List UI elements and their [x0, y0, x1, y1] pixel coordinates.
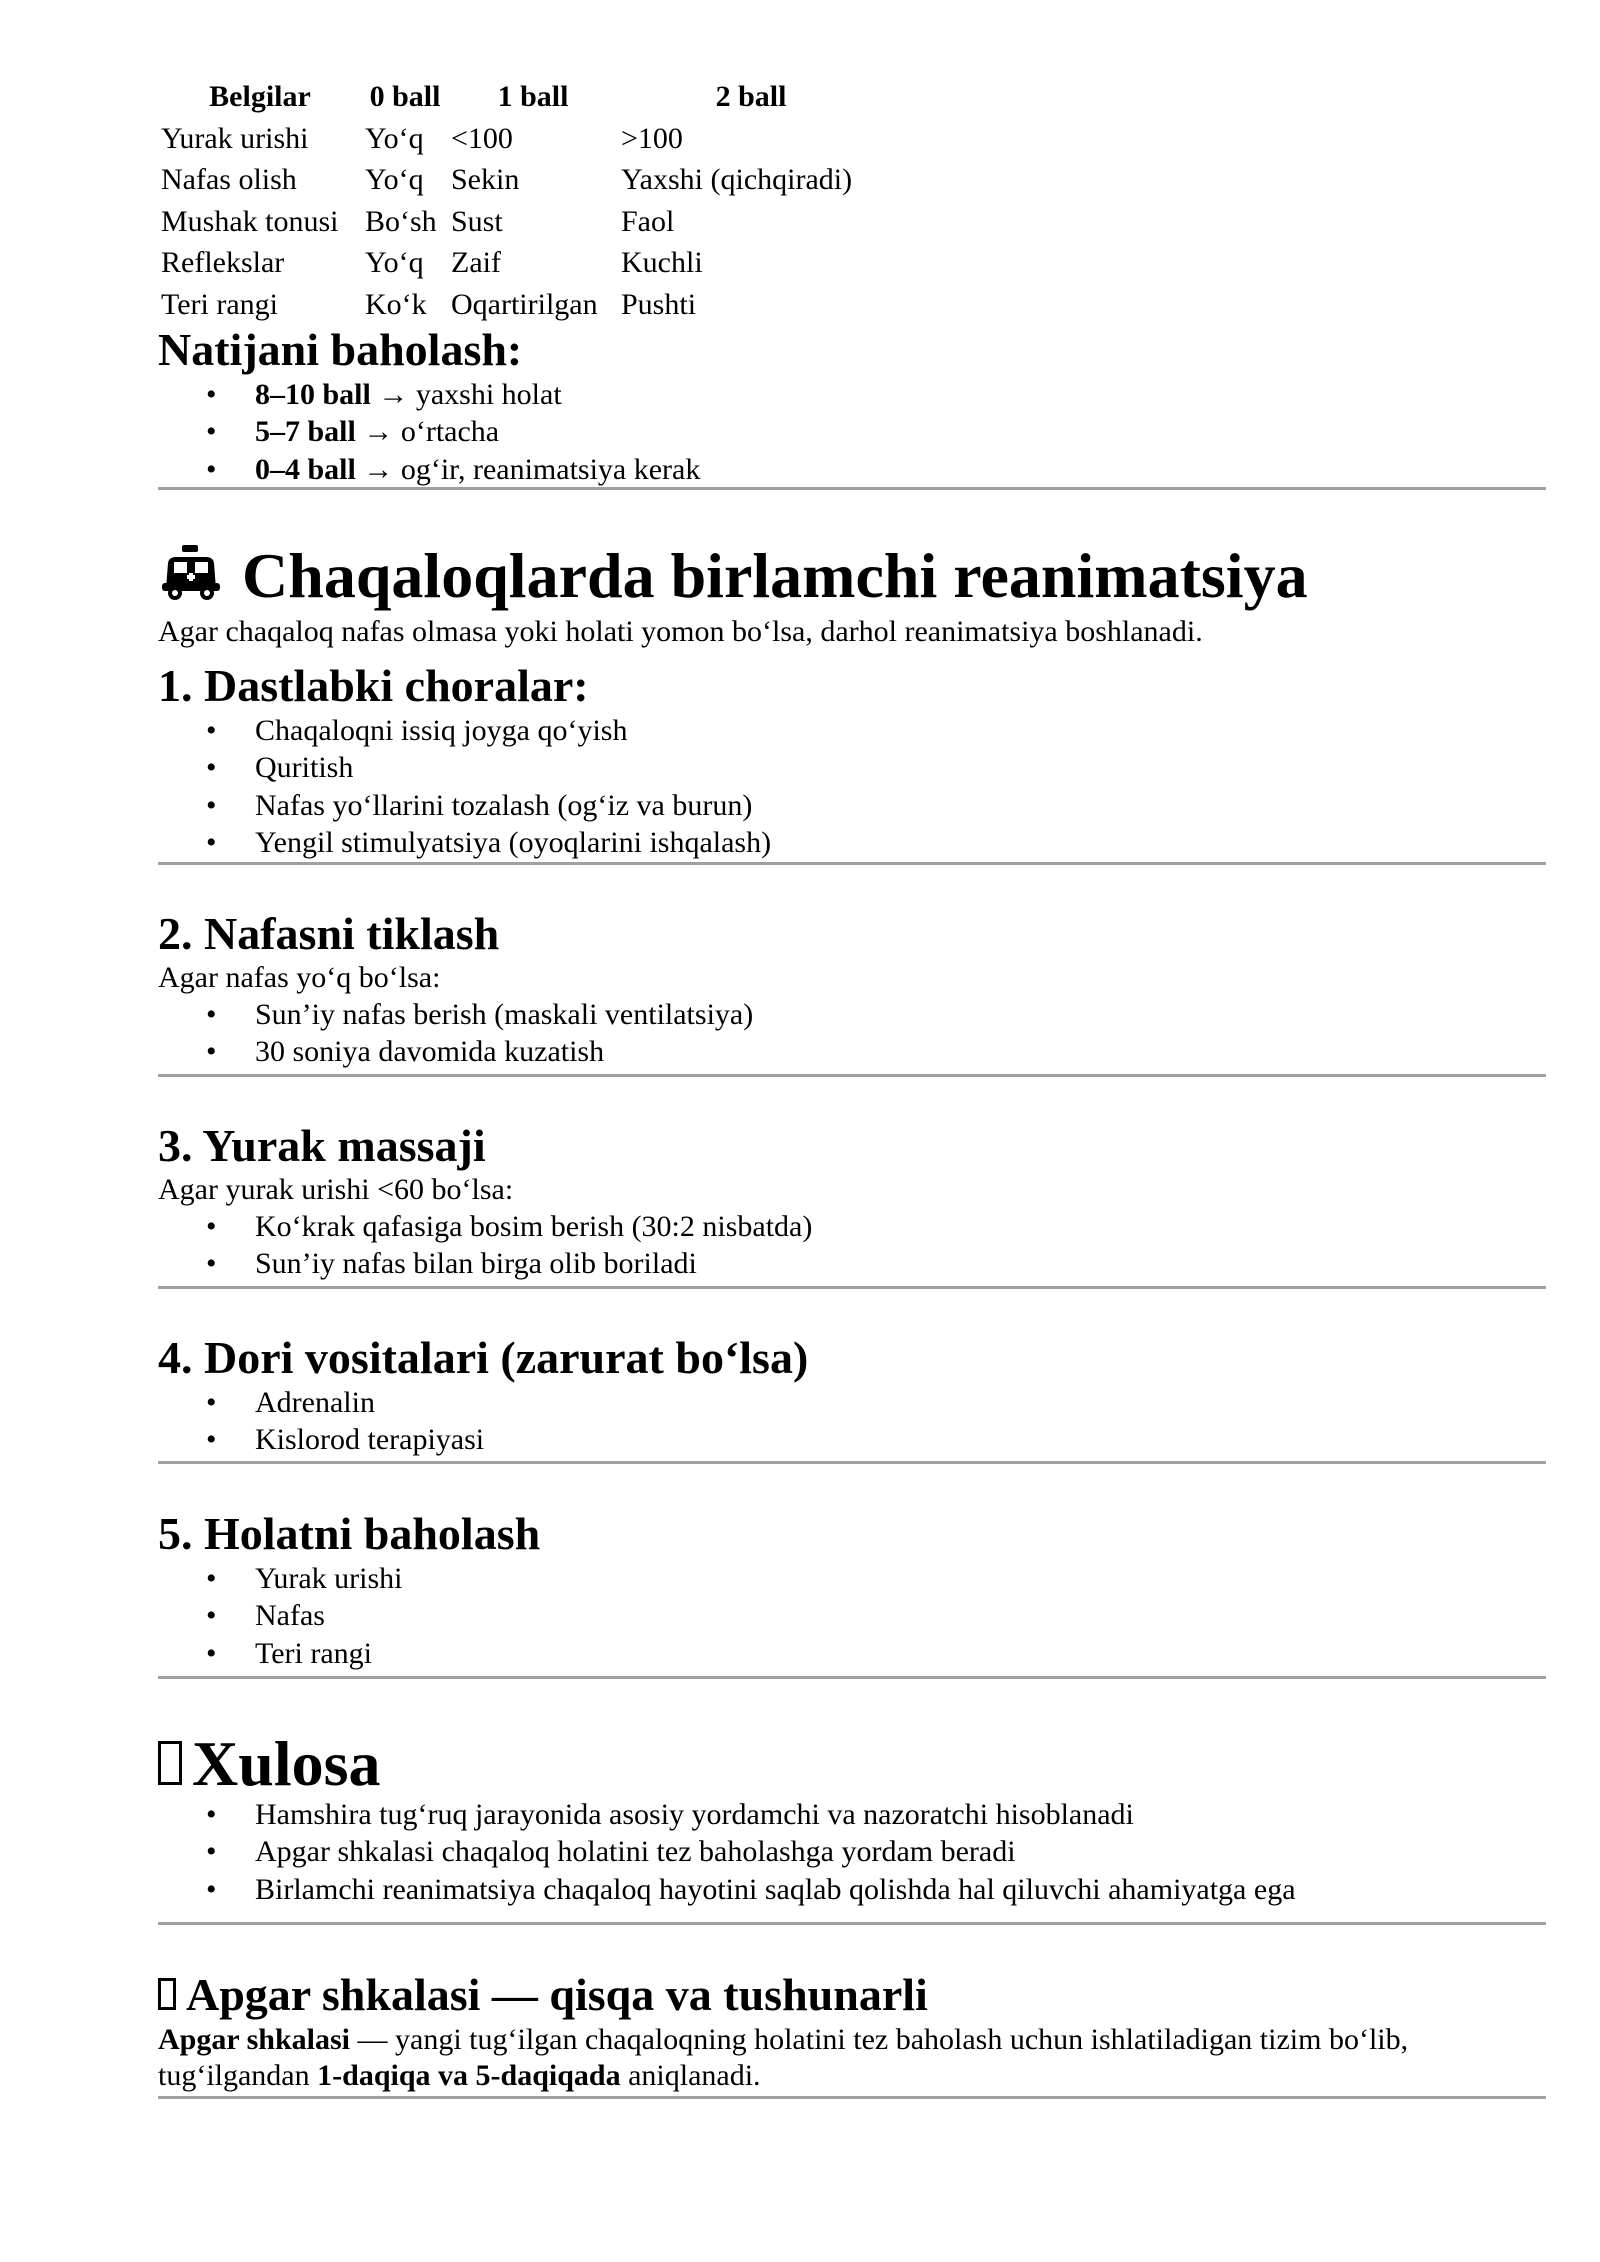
step-heading: 2. Nafasni tiklash — [158, 908, 500, 959]
summary-paragraph — [158, 2022, 1546, 2094]
step-3-section — [158, 1120, 1546, 1283]
step-heading: 5. Holatni baholash — [158, 1508, 541, 1559]
table-cell: Yurak urishi — [161, 121, 309, 155]
paragraph-text: tug‘ilgandan — [158, 2059, 318, 2092]
section-heading — [158, 1968, 1546, 2022]
table-row — [158, 201, 884, 243]
table-cell: Faol — [621, 204, 675, 238]
divider — [158, 2096, 1546, 2099]
conclusion-list — [158, 1796, 1546, 1908]
list-item — [158, 376, 1546, 413]
apgar-table — [158, 76, 884, 325]
divider — [158, 1286, 1546, 1289]
divider — [158, 1676, 1546, 1679]
table-cell: Oqartirilgan — [451, 287, 598, 321]
table-header: 0 ball — [369, 80, 441, 113]
table-cell: Reflekslar — [161, 246, 285, 279]
list-item — [158, 451, 1546, 488]
table-cell: Kuchli — [621, 246, 703, 279]
list-item-bold: 0–4 ball — [255, 452, 356, 486]
table-cell: >100 — [621, 121, 683, 155]
section-title — [158, 540, 1546, 612]
divider — [158, 862, 1546, 865]
section-heading-text: Apgar shkalasi — qisqa va tushunarli — [186, 1969, 928, 2020]
list-item-bold: 8–10 ball — [255, 378, 371, 411]
step-heading: 4. Dori vositalari (zarurat bo‘lsa) — [158, 1332, 809, 1383]
list-item: • Ko‘krak qafasiga bosim berish (30:2 nisbatda) — [158, 1208, 1546, 1245]
missing-glyph-icon — [158, 1741, 182, 1785]
step-4-section — [158, 1332, 1546, 1459]
step-list — [158, 1208, 1546, 1283]
list-item-text: → og‘ir, reanimatsiya kerak — [355, 452, 701, 486]
step-list — [158, 1560, 1546, 1672]
list-item: • Apgar shkalasi chaqaloq holatini tez baholashga yordam beradi — [158, 1833, 1546, 1870]
table-cell: Yo‘q — [365, 246, 424, 279]
intro-text: Agar chaqaloq nafas olmasa yoki holati yomon bo‘lsa, darhol reanimatsiya boshlanadi. — [158, 615, 1203, 648]
list-item: • Sun’iy nafas bilan birga olib boriladi — [158, 1245, 1546, 1282]
divider — [158, 1461, 1546, 1464]
step-intro: Agar nafas yo‘q bo‘lsa: — [158, 961, 441, 994]
step-heading: 1. Dastlabki choralar: — [158, 660, 589, 711]
table-cell: Mushak tonusi — [161, 204, 339, 238]
table-cell: Bo‘sh — [365, 204, 437, 238]
section-title-text: Xulosa — [192, 1728, 381, 1799]
table-row — [158, 159, 884, 201]
table-cell: Teri rangi — [161, 287, 279, 321]
table-cell: Pushti — [621, 287, 697, 321]
list-item: • 30 soniya davomida kuzatish — [158, 1033, 1546, 1070]
resuscitation-section — [158, 540, 1546, 650]
list-item: • Birlamchi reanimatsiya chaqaloq hayotini saqlab qolishda hal qiluvchi ahamiyatga ega — [158, 1871, 1546, 1908]
table-row — [158, 284, 884, 326]
table-cell: Yo‘q — [365, 163, 424, 196]
list-item — [158, 413, 1546, 450]
list-item-text: → o‘rtacha — [355, 415, 500, 449]
list-item: • Yengil stimulyatsiya (oyoqlarini ishqalash) — [158, 824, 1546, 861]
section-title-text: Chaqaloqlarda birlamchi reanimatsiya — [242, 540, 1308, 611]
term-bold: Apgar shkalasi — [158, 2023, 351, 2056]
step-1-section — [158, 660, 1546, 861]
table-cell: Yaxshi (qichqiradi) — [621, 163, 853, 196]
table-cell: Yo‘q — [365, 121, 424, 155]
table-cell: Sekin — [451, 163, 520, 196]
table-row — [158, 118, 884, 160]
table-cell: Nafas olish — [161, 163, 297, 196]
section-heading: Natijani baholash: — [158, 324, 523, 375]
list-item: • Chaqaloqni issiq joyga qo‘yish — [158, 712, 1546, 749]
missing-glyph-icon — [158, 1978, 176, 2010]
table-header: Belgilar — [209, 80, 311, 113]
list-item: • Kislorod terapiyasi — [158, 1421, 1546, 1458]
ambulance-icon — [158, 543, 224, 603]
list-item: • Adrenalin — [158, 1384, 1546, 1421]
result-section — [158, 324, 1546, 488]
table-header: 1 ball — [497, 80, 569, 113]
divider — [158, 1074, 1546, 1077]
table-cell: Zaif — [451, 246, 501, 279]
step-5-section — [158, 1508, 1546, 1672]
table-row — [158, 242, 884, 284]
divider — [158, 487, 1546, 490]
list-item: • Teri rangi — [158, 1635, 1546, 1672]
list-item: • Sun’iy nafas berish (maskali ventilatsiya) — [158, 996, 1546, 1033]
list-item: • Nafas — [158, 1597, 1546, 1634]
section-title — [158, 1728, 1546, 1800]
result-list — [158, 376, 1546, 488]
list-item: • Quritish — [158, 749, 1546, 786]
step-list — [158, 996, 1546, 1071]
table-cell: Ko‘k — [365, 287, 427, 321]
term-bold: 1-daqiqa va 5-daqiqada — [317, 2059, 621, 2092]
step-heading: 3. Yurak massaji — [158, 1120, 486, 1171]
list-item-text: → yaxshi holat — [370, 378, 562, 411]
step-list — [158, 1384, 1546, 1459]
list-item-bold: 5–7 ball — [255, 415, 356, 449]
paragraph-text: — yangi tug‘ilgan chaqaloqning holatini tez baholash uchun ishlatiladigan tizim bo‘lib, — [350, 2023, 1409, 2056]
step-list — [158, 712, 1546, 861]
divider — [158, 1922, 1546, 1925]
conclusion-section — [158, 1728, 1546, 1908]
table-cell: Sust — [451, 204, 503, 238]
paragraph-text: aniqlanadi. — [620, 2059, 761, 2092]
step-intro: Agar yurak urishi <60 bo‘lsa: — [158, 1173, 514, 1206]
step-2-section — [158, 908, 1546, 1071]
table-cell: <100 — [451, 121, 513, 155]
table-header: 2 ball — [715, 80, 787, 113]
apgar-summary-section — [158, 1968, 1546, 2094]
list-item: • Yurak urishi — [158, 1560, 1546, 1597]
list-item: • Nafas yo‘llarini tozalash (og‘iz va burun) — [158, 787, 1546, 824]
list-item: • Hamshira tug‘ruq jarayonida asosiy yordamchi va nazoratchi hisoblanadi — [158, 1796, 1546, 1833]
table-header-row — [158, 76, 884, 118]
